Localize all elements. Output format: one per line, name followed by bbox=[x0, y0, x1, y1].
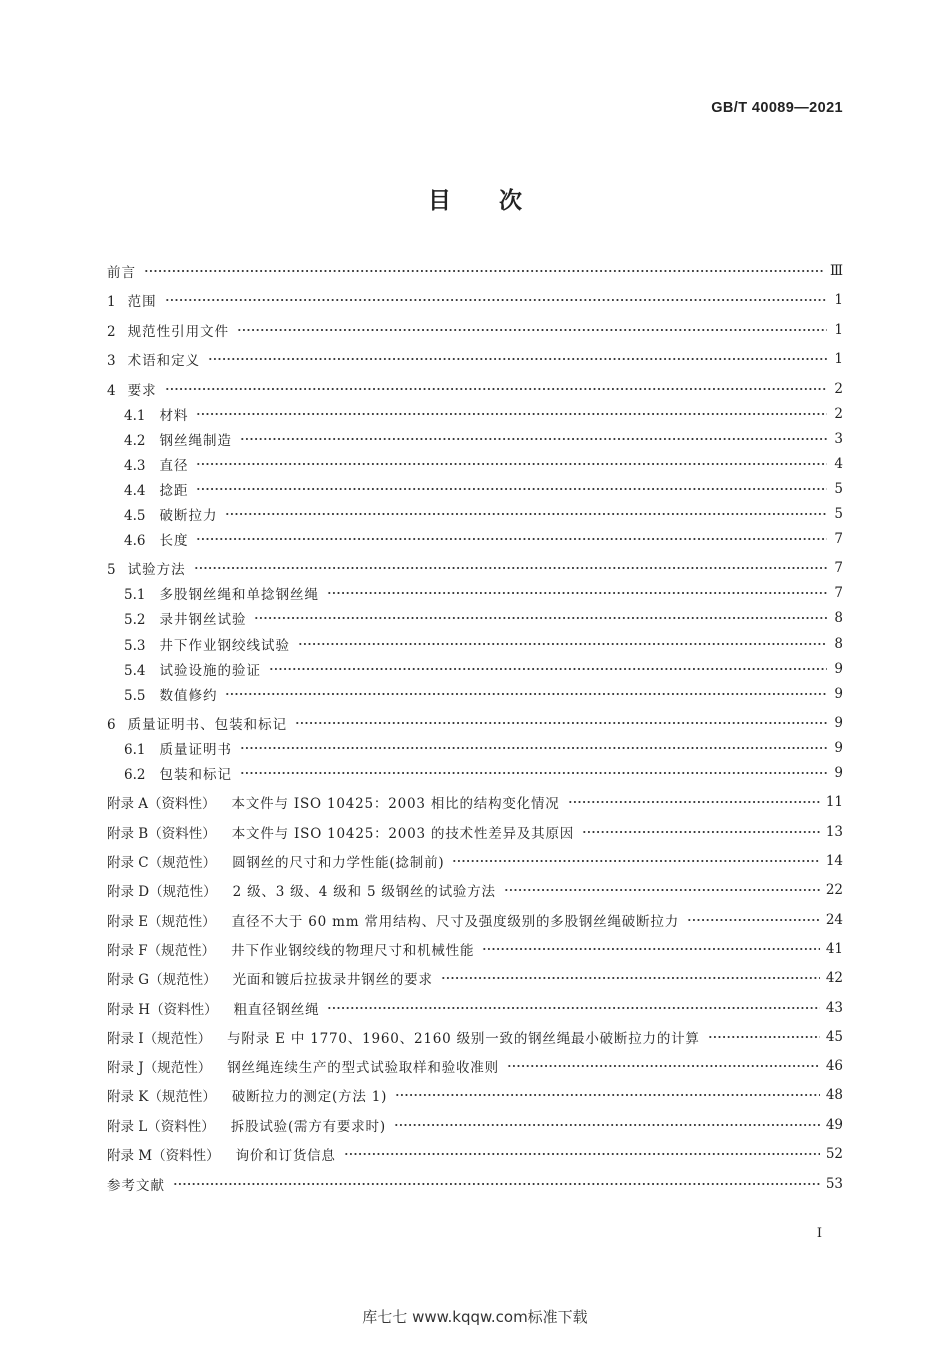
toc-leader-dots bbox=[568, 797, 820, 807]
toc-entry-title: 要求 bbox=[127, 383, 157, 399]
toc-entry-number: 5 bbox=[107, 562, 116, 578]
toc-entry-number: 3 bbox=[107, 353, 116, 369]
toc-annex-tag: 附录 L（资料性） bbox=[107, 1119, 215, 1135]
toc-leader-dots bbox=[165, 295, 827, 305]
toc-entry-label bbox=[107, 822, 574, 842]
toc-entry-title: 2 级、3 级、4 级和 5 级钢丝的试验方法 bbox=[232, 884, 496, 900]
toc-entry-number: 4.2 bbox=[124, 433, 146, 449]
toc-entry[interactable] bbox=[107, 821, 843, 843]
toc-leader-dots bbox=[173, 1179, 820, 1189]
toc-entry-title: 拆股试验(需方有要求时) bbox=[230, 1119, 386, 1135]
toc-entry-title: 数值修约 bbox=[159, 688, 218, 704]
toc-entry-label bbox=[124, 529, 188, 549]
toc-page-number: 2 bbox=[834, 406, 843, 422]
toc-entry-label bbox=[107, 1056, 499, 1076]
toc-page-number: 52 bbox=[825, 1146, 843, 1162]
toc-leader-dots bbox=[582, 827, 820, 837]
toc-page-number: 42 bbox=[825, 970, 843, 986]
toc-page-number: 9 bbox=[834, 715, 843, 731]
toc-page-number: 8 bbox=[834, 636, 843, 652]
toc-leader-dots bbox=[240, 434, 827, 444]
toc-entry-label bbox=[124, 634, 290, 654]
toc-entry-number: 4.1 bbox=[124, 408, 146, 424]
toc-entry-title: 试验设施的验证 bbox=[159, 663, 261, 679]
toc-entry-label bbox=[107, 851, 444, 871]
toc-entry[interactable] bbox=[107, 712, 843, 734]
toc-entry-label bbox=[107, 1115, 386, 1135]
toc-entry-title: 本文件与 ISO 10425：2003 的技术性差异及其原因 bbox=[231, 826, 575, 842]
toc-entry-title: 多股钢丝绳和单捻钢丝绳 bbox=[159, 587, 319, 603]
toc-leader-dots bbox=[482, 944, 820, 954]
toc-entry-title: 参考文献 bbox=[107, 1178, 165, 1194]
toc-entry-title: 粗直径钢丝绳 bbox=[233, 1002, 320, 1018]
toc-leader-dots bbox=[504, 885, 820, 895]
toc-page-number: 14 bbox=[825, 853, 843, 869]
toc-leader-dots bbox=[196, 409, 827, 419]
toc-entry-label bbox=[107, 968, 433, 988]
toc-entry-title: 术语和定义 bbox=[127, 353, 201, 369]
toc-page-number: Ⅲ bbox=[829, 263, 843, 279]
toc-annex-tag: 附录 M（资料性） bbox=[107, 1148, 220, 1164]
toc-leader-dots bbox=[240, 743, 827, 753]
toc-entry[interactable] bbox=[107, 850, 843, 872]
toc-page-number: 48 bbox=[825, 1087, 843, 1103]
toc-entry-title: 井下作业钢绞线试验 bbox=[159, 638, 290, 654]
toc-entry-number: 5.1 bbox=[124, 587, 146, 603]
toc-entry-label bbox=[124, 404, 188, 424]
toc-entry[interactable] bbox=[124, 503, 843, 525]
toc-annex-tag: 附录 J（规范性） bbox=[107, 1060, 212, 1076]
toc-entry-title: 钢丝绳连续生产的型式试验取样和验收准则 bbox=[227, 1060, 499, 1076]
toc-entry-label bbox=[107, 1144, 336, 1164]
toc-entry[interactable] bbox=[107, 1055, 843, 1077]
toc-entry[interactable] bbox=[124, 582, 843, 604]
toc-entry[interactable] bbox=[107, 1026, 843, 1048]
toc-entry[interactable] bbox=[107, 938, 843, 960]
toc-leader-dots bbox=[298, 639, 827, 649]
toc-entry[interactable] bbox=[107, 319, 843, 341]
toc-entry-label bbox=[124, 738, 232, 758]
toc-entry-label bbox=[107, 261, 136, 281]
toc-entry-label bbox=[124, 583, 319, 603]
toc-leader-dots bbox=[208, 354, 827, 364]
toc-leader-dots bbox=[196, 534, 827, 544]
toc-leader-dots bbox=[344, 1149, 820, 1159]
toc-entry-label bbox=[107, 349, 200, 369]
toc-entry[interactable] bbox=[107, 260, 843, 282]
page-folio: I bbox=[816, 1226, 822, 1241]
toc-page-number: 13 bbox=[825, 824, 843, 840]
toc-page-number: 11 bbox=[825, 794, 843, 810]
toc-entry-label bbox=[124, 684, 217, 704]
toc-entry-title: 破断拉力的测定(方法 1) bbox=[231, 1089, 388, 1105]
toc-leader-dots bbox=[395, 1090, 820, 1100]
toc-annex-tag: 附录 I（规范性） bbox=[107, 1031, 212, 1047]
toc-entry-number: 5.2 bbox=[124, 612, 146, 628]
toc-entry[interactable] bbox=[124, 478, 843, 500]
toc-entry-label bbox=[107, 1085, 387, 1105]
toc-page-number: 7 bbox=[834, 560, 843, 576]
toc-entry-title: 试验方法 bbox=[127, 562, 186, 578]
toc-entry-number: 5.5 bbox=[124, 688, 146, 704]
toc-entry-label bbox=[107, 998, 319, 1018]
toc-entry-label bbox=[124, 429, 232, 449]
toc-leader-dots bbox=[144, 266, 824, 276]
toc-entry-number: 6.2 bbox=[124, 767, 146, 783]
toc-annex-tag: 附录 E（规范性） bbox=[107, 914, 216, 930]
toc-entry-title: 破断拉力 bbox=[159, 508, 218, 524]
toc-entry-label bbox=[124, 763, 232, 783]
toc-page-number: 5 bbox=[834, 481, 843, 497]
toc-entry-number: 6.1 bbox=[124, 742, 146, 758]
toc-page-number: 9 bbox=[834, 686, 843, 702]
toc-entry[interactable] bbox=[107, 289, 843, 311]
toc-entry[interactable] bbox=[124, 607, 843, 629]
toc-page-number: 1 bbox=[834, 351, 843, 367]
toc-entry-number: 6 bbox=[107, 717, 116, 733]
toc-entry-title: 范围 bbox=[127, 294, 157, 310]
toc-entry[interactable] bbox=[107, 348, 843, 370]
toc-entry-label bbox=[107, 379, 157, 399]
toc-entry-label bbox=[124, 608, 246, 628]
toc-page-number: 8 bbox=[834, 610, 843, 626]
toc-leader-dots bbox=[194, 563, 827, 573]
toc-leader-dots bbox=[295, 718, 827, 728]
toc-entry-title: 直径不大于 60 mm 常用结构、尺寸及强度级别的多股钢丝绳破断拉力 bbox=[231, 914, 680, 930]
toc-entry-title: 长度 bbox=[159, 533, 189, 549]
toc-entry-title: 光面和镀后拉拔录井钢丝的要求 bbox=[232, 972, 433, 988]
toc-entry[interactable] bbox=[124, 762, 843, 784]
toc-entry-label bbox=[107, 558, 186, 578]
toc-entry-title: 直径 bbox=[159, 458, 189, 474]
toc-page-number: 46 bbox=[825, 1058, 843, 1074]
toc-page-number: 9 bbox=[834, 765, 843, 781]
toc-entry[interactable] bbox=[124, 428, 843, 450]
toc-entry-label bbox=[124, 454, 188, 474]
toc-annex-tag: 附录 H（资料性） bbox=[107, 1002, 218, 1018]
toc-leader-dots bbox=[254, 613, 827, 623]
toc-entry-title: 圆钢丝的尺寸和力学性能(捻制前) bbox=[232, 855, 445, 871]
toc-entry[interactable] bbox=[107, 378, 843, 400]
standard-number: GB/T 40089—2021 bbox=[711, 100, 843, 116]
toc-entry[interactable] bbox=[107, 997, 843, 1019]
toc-entry[interactable] bbox=[124, 633, 843, 655]
toc-entry[interactable] bbox=[107, 879, 843, 901]
toc-entry[interactable] bbox=[124, 528, 843, 550]
toc-entry-label bbox=[107, 910, 679, 930]
toc-entry[interactable] bbox=[107, 791, 843, 813]
toc-page-number: 7 bbox=[834, 585, 843, 601]
toc-entry[interactable] bbox=[124, 403, 843, 425]
page-title: 目次 bbox=[428, 188, 570, 214]
footer-watermark: 库七七 www.kqqw.com标准下载 bbox=[362, 1308, 588, 1326]
toc-leader-dots bbox=[708, 1032, 820, 1042]
toc-page-number: 5 bbox=[834, 506, 843, 522]
toc-page-number: 43 bbox=[825, 1000, 843, 1016]
toc-page-number: 49 bbox=[825, 1117, 843, 1133]
toc-annex-tag: 附录 F（规范性） bbox=[107, 943, 216, 959]
toc-leader-dots bbox=[225, 689, 827, 699]
toc-entry[interactable] bbox=[107, 967, 843, 989]
toc-leader-dots bbox=[240, 768, 827, 778]
toc-entry-label bbox=[107, 880, 496, 900]
toc-entry[interactable] bbox=[107, 1114, 843, 1136]
toc-entry-title: 与附录 E 中 1770、1960、2160 级别一致的钢丝绳最小破断拉力的计算 bbox=[227, 1031, 700, 1047]
toc-entry-label bbox=[124, 479, 188, 499]
toc-entry-title: 询价和订货信息 bbox=[235, 1148, 336, 1164]
toc-page-number: 7 bbox=[834, 531, 843, 547]
toc-entry[interactable] bbox=[124, 737, 843, 759]
toc-page-number: 22 bbox=[825, 882, 843, 898]
toc-entry-title: 质量证明书 bbox=[159, 742, 232, 758]
toc-entry[interactable] bbox=[107, 909, 843, 931]
toc-entry-number: 4.5 bbox=[124, 508, 146, 524]
toc-entry-title: 录井钢丝试验 bbox=[159, 612, 247, 628]
toc-annex-tag: 附录 K（规范性） bbox=[107, 1089, 216, 1105]
toc-leader-dots bbox=[237, 325, 827, 335]
toc-page-number: 9 bbox=[834, 661, 843, 677]
toc-entry-title: 材料 bbox=[159, 408, 189, 424]
toc-entry[interactable] bbox=[107, 1143, 843, 1165]
toc-leader-dots bbox=[394, 1120, 820, 1130]
toc-entry-label bbox=[124, 659, 261, 679]
toc-entry[interactable] bbox=[124, 658, 843, 680]
toc-page-number: 1 bbox=[834, 322, 843, 338]
toc-annex-tag: 附录 D（规范性） bbox=[107, 884, 217, 900]
toc-entry[interactable] bbox=[124, 683, 843, 705]
toc-entry[interactable] bbox=[107, 1173, 843, 1195]
toc-leader-dots bbox=[269, 664, 827, 674]
toc-page-number: 45 bbox=[825, 1029, 843, 1045]
toc-annex-tag: 附录 A（资料性） bbox=[107, 796, 216, 812]
toc-leader-dots bbox=[441, 973, 820, 983]
toc-leader-dots bbox=[327, 588, 827, 598]
toc-entry-number: 5.4 bbox=[124, 663, 146, 679]
toc-leader-dots bbox=[225, 509, 827, 519]
toc-entry-label bbox=[107, 792, 560, 812]
toc-leader-dots bbox=[196, 484, 827, 494]
toc-entry-title: 钢丝绳制造 bbox=[159, 433, 232, 449]
toc-annex-tag: 附录 C（规范性） bbox=[107, 855, 217, 871]
toc-page-number: 24 bbox=[825, 912, 843, 928]
toc-entry-number: 4.4 bbox=[124, 483, 146, 499]
toc-entry-title: 本文件与 ISO 10425：2003 相比的结构变化情况 bbox=[231, 796, 560, 812]
toc-page-number: 41 bbox=[825, 941, 843, 957]
toc-page-number: 3 bbox=[834, 431, 843, 447]
toc-page-number: 4 bbox=[834, 456, 843, 472]
toc-leader-dots bbox=[196, 459, 827, 469]
toc-page-number: 2 bbox=[834, 381, 843, 397]
toc-entry-label bbox=[107, 1027, 700, 1047]
toc-entry-number: 5.3 bbox=[124, 638, 146, 654]
toc-entry-label bbox=[107, 939, 474, 959]
toc-entry-title: 质量证明书、包装和标记 bbox=[127, 717, 288, 733]
toc-entry[interactable] bbox=[107, 1084, 843, 1106]
toc-entry-label bbox=[107, 320, 229, 340]
toc-entry-title: 捻距 bbox=[159, 483, 189, 499]
toc-leader-dots bbox=[507, 1061, 820, 1071]
toc-entry-label bbox=[107, 290, 157, 310]
toc-page-number: 9 bbox=[834, 740, 843, 756]
toc-entry-number: 2 bbox=[107, 324, 116, 340]
toc-entry-number: 4.3 bbox=[124, 458, 146, 474]
toc-entry-title: 井下作业钢绞线的物理尺寸和机械性能 bbox=[231, 943, 475, 959]
toc-entry-title: 包装和标记 bbox=[159, 767, 232, 783]
toc-entry-number: 4.6 bbox=[124, 533, 146, 549]
toc-annex-tag: 附录 G（规范性） bbox=[107, 972, 217, 988]
toc-entry-number: 1 bbox=[107, 294, 116, 310]
toc-entry[interactable] bbox=[107, 557, 843, 579]
toc-page-number: 53 bbox=[825, 1176, 843, 1192]
toc-leader-dots bbox=[687, 915, 820, 925]
toc-annex-tag: 附录 B（资料性） bbox=[107, 826, 216, 842]
toc-leader-dots bbox=[165, 384, 827, 394]
toc-page-number: 1 bbox=[834, 292, 843, 308]
toc-entry-label bbox=[107, 1174, 165, 1194]
toc-entry-title: 规范性引用文件 bbox=[127, 324, 230, 340]
toc-entry[interactable] bbox=[124, 453, 843, 475]
toc-entry-number: 4 bbox=[107, 383, 116, 399]
toc-entry-title: 前言 bbox=[107, 265, 136, 281]
toc-entry-label bbox=[124, 504, 217, 524]
toc-leader-dots bbox=[452, 856, 819, 866]
toc-leader-dots bbox=[327, 1003, 819, 1013]
toc-entry-label bbox=[107, 713, 287, 733]
